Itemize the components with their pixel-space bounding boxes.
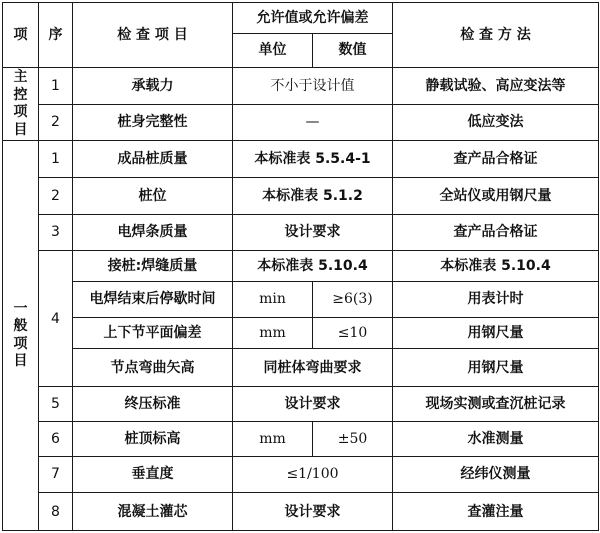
row-item: 桩位 — [73, 177, 233, 214]
row-seq: 2 — [39, 177, 73, 214]
row-item: 桩身完整性 — [73, 104, 233, 141]
row-tolerance: — — [233, 104, 393, 141]
category-general — [3, 141, 39, 531]
header-category: 项 — [3, 3, 39, 68]
row-seq: 4 — [39, 251, 73, 387]
category-general-char: 目 — [13, 353, 28, 370]
row-tolerance: 本标准表 5.5.4-1 — [233, 141, 393, 178]
row-seq: 1 — [39, 68, 73, 105]
row-tolerance: ≤1/100 — [233, 456, 393, 493]
header-seq: 序 — [39, 3, 73, 68]
row-method: 用钢尺量 — [393, 318, 599, 349]
row-item: 成品桩质量 — [73, 141, 233, 178]
row-tolerance: 设计要求 — [233, 214, 393, 251]
row-method: 水准测量 — [393, 422, 599, 457]
row-method: 查产品合格证 — [393, 214, 599, 251]
row-method: 全站仪或用钢尺量 — [393, 177, 599, 214]
category-general-char: 一 — [13, 300, 28, 317]
row-unit: mm — [233, 318, 313, 349]
row-method: 经纬仪测量 — [393, 456, 599, 493]
category-main-char: 项 — [13, 104, 28, 121]
row-seq: 5 — [39, 387, 73, 422]
row-method: 本标准表 5.10.4 — [393, 251, 599, 282]
row-value: ≤10 — [313, 318, 393, 349]
row-item: 承载力 — [73, 68, 233, 105]
row-item: 节点弯曲矢高 — [73, 348, 233, 387]
row-method: 查产品合格证 — [393, 141, 599, 178]
header-item: 检 查 项 目 — [73, 3, 233, 68]
inspection-table — [2, 2, 599, 531]
row-value: ≥6(3) — [313, 281, 393, 318]
row-method: 查灌注量 — [393, 493, 599, 531]
row-seq: 3 — [39, 214, 73, 251]
row-tolerance: 同桩体弯曲要求 — [233, 348, 393, 387]
category-general-char: 般 — [13, 318, 28, 335]
row-item: 接桩:焊缝质量 — [73, 251, 233, 282]
row-item: 电焊结束后停歇时间 — [73, 281, 233, 318]
row-seq: 1 — [39, 141, 73, 178]
row-seq: 2 — [39, 104, 73, 141]
header-unit: 单位 — [233, 33, 313, 68]
row-method: 用表计时 — [393, 281, 599, 318]
row-tolerance: 设计要求 — [233, 493, 393, 531]
category-general-char: 项 — [13, 335, 28, 352]
row-item: 垂直度 — [73, 456, 233, 493]
row-method: 低应变法 — [393, 104, 599, 141]
header-method: 检 查 方 法 — [393, 3, 599, 68]
row-tolerance: 设计要求 — [233, 387, 393, 422]
row-seq: 7 — [39, 456, 73, 493]
header-tolerance: 允许值或允许偏差 — [233, 3, 393, 34]
category-main — [3, 68, 39, 141]
category-main-char: 控 — [13, 86, 28, 103]
row-method: 现场实测或查沉桩记录 — [393, 387, 599, 422]
row-item: 混凝土灌芯 — [73, 493, 233, 531]
row-seq: 6 — [39, 422, 73, 457]
row-method: 静载试验、高应变法等 — [393, 68, 599, 105]
category-main-char: 主 — [13, 69, 28, 86]
row-tolerance: 本标准表 5.1.2 — [233, 177, 393, 214]
row-method: 用钢尺量 — [393, 348, 599, 387]
row-seq: 8 — [39, 493, 73, 531]
row-item: 上下节平面偏差 — [73, 318, 233, 349]
row-item: 终压标准 — [73, 387, 233, 422]
row-unit: mm — [233, 422, 313, 457]
row-tolerance: 不小于设计值 — [233, 68, 393, 105]
row-value: ±50 — [313, 422, 393, 457]
row-item: 电焊条质量 — [73, 214, 233, 251]
row-tolerance: 本标准表 5.10.4 — [233, 251, 393, 282]
category-main-char: 目 — [13, 121, 28, 138]
header-value: 数值 — [313, 33, 393, 68]
row-item: 桩顶标高 — [73, 422, 233, 457]
row-unit: min — [233, 281, 313, 318]
